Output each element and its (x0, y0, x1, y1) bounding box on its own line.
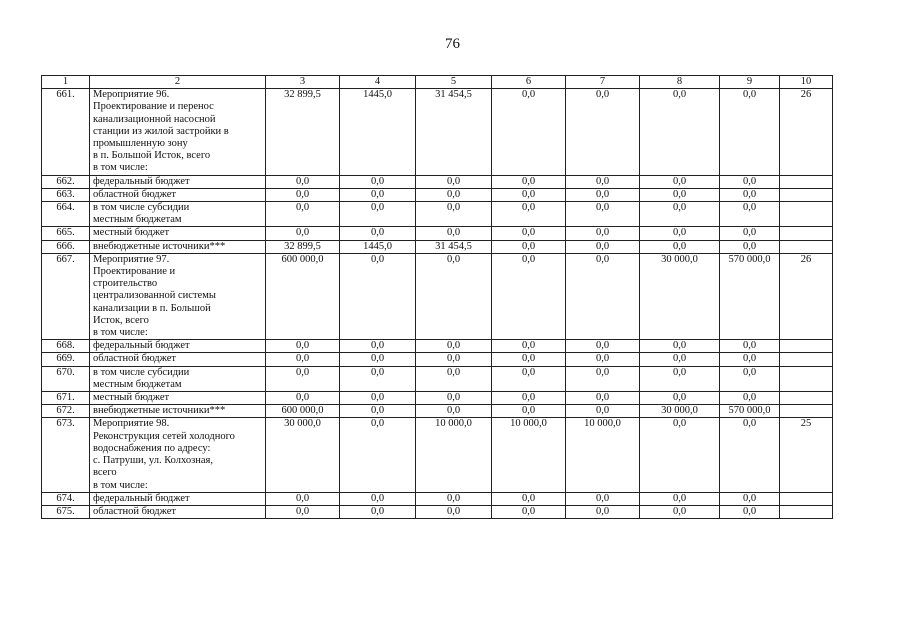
value-cell: 0,0 (720, 227, 780, 240)
value-cell: 600 000,0 (266, 253, 340, 339)
header-cell: 5 (416, 76, 492, 89)
value-cell: 0,0 (340, 227, 416, 240)
row-name-line: местный бюджет (93, 227, 170, 239)
value-cell: 0,0 (720, 492, 780, 505)
value-cell: 0,0 (416, 253, 492, 339)
value-cell: 0,0 (340, 492, 416, 505)
row-name-line: Исток, всего (93, 314, 149, 326)
row-number: 667. (42, 253, 90, 339)
value-cell: 0,0 (640, 353, 720, 366)
value-cell: 0,0 (492, 227, 566, 240)
target-cell: 25 (780, 418, 833, 492)
value-cell: 0,0 (340, 340, 416, 353)
target-cell (780, 353, 833, 366)
row-name-line: канализации в п. Большой (93, 302, 211, 314)
header-cell: 7 (566, 76, 640, 89)
value-cell: 0,0 (492, 188, 566, 201)
value-cell: 0,0 (340, 353, 416, 366)
row-name-line: Мероприятие 97. (93, 253, 170, 265)
value-cell: 0,0 (720, 505, 780, 518)
value-cell: 10 000,0 (566, 418, 640, 492)
value-cell: 0,0 (340, 418, 416, 492)
row-number: 666. (42, 240, 90, 253)
value-cell: 1445,0 (340, 89, 416, 175)
row-name (90, 89, 266, 175)
row-name-line: федеральный бюджет (93, 175, 190, 187)
value-cell: 600 000,0 (266, 405, 340, 418)
table-row (42, 253, 833, 339)
value-cell: 31 454,5 (416, 240, 492, 253)
value-cell: 0,0 (492, 253, 566, 339)
value-cell: 0,0 (492, 392, 566, 405)
value-cell: 0,0 (340, 405, 416, 418)
table-row (42, 505, 833, 518)
value-cell: 0,0 (720, 202, 780, 227)
value-cell: 0,0 (266, 227, 340, 240)
value-cell: 570 000,0 (720, 405, 780, 418)
value-cell: 0,0 (416, 405, 492, 418)
value-cell: 0,0 (720, 89, 780, 175)
row-name (90, 227, 266, 240)
value-cell: 0,0 (266, 353, 340, 366)
value-cell: 0,0 (416, 353, 492, 366)
row-name-line: внебюджетные источники*** (93, 405, 226, 417)
value-cell: 0,0 (492, 505, 566, 518)
target-cell (780, 492, 833, 505)
row-name-line: областной бюджет (93, 188, 176, 200)
value-cell: 0,0 (340, 392, 416, 405)
row-name-line: Мероприятие 96. (93, 89, 170, 101)
value-cell: 0,0 (266, 392, 340, 405)
value-cell: 0,0 (720, 188, 780, 201)
value-cell: 0,0 (340, 253, 416, 339)
row-number: 663. (42, 188, 90, 201)
row-number: 669. (42, 353, 90, 366)
row-number: 674. (42, 492, 90, 505)
value-cell: 0,0 (720, 353, 780, 366)
row-name (90, 202, 266, 227)
row-name-line: местный бюджет (93, 392, 170, 404)
row-number: 672. (42, 405, 90, 418)
row-name (90, 240, 266, 253)
value-cell: 0,0 (566, 492, 640, 505)
table-row (42, 405, 833, 418)
value-cell: 0,0 (640, 240, 720, 253)
row-number: 671. (42, 392, 90, 405)
value-cell: 0,0 (492, 89, 566, 175)
header-cell: 10 (780, 76, 833, 89)
value-cell: 0,0 (640, 340, 720, 353)
value-cell: 0,0 (566, 405, 640, 418)
target-cell (780, 340, 833, 353)
row-name-line: канализационной насосной (93, 113, 216, 125)
value-cell: 0,0 (492, 405, 566, 418)
value-cell: 0,0 (266, 188, 340, 201)
row-number: 675. (42, 505, 90, 518)
value-cell: 0,0 (640, 418, 720, 492)
row-name-line: внебюджетные источники*** (93, 240, 226, 252)
value-cell: 0,0 (640, 202, 720, 227)
value-cell: 0,0 (492, 353, 566, 366)
row-name-line: всего (93, 467, 117, 479)
row-name-line: станции из жилой застройки в (93, 125, 229, 137)
header-cell: 1 (42, 76, 90, 89)
table-row (42, 392, 833, 405)
row-name-line: местным бюджетам (93, 214, 182, 226)
target-cell (780, 227, 833, 240)
row-name (90, 418, 266, 492)
value-cell: 0,0 (640, 227, 720, 240)
target-cell (780, 366, 833, 391)
value-cell: 0,0 (640, 366, 720, 391)
value-cell: 0,0 (340, 175, 416, 188)
row-name (90, 353, 266, 366)
value-cell: 0,0 (566, 353, 640, 366)
value-cell: 0,0 (416, 366, 492, 391)
value-cell: 0,0 (566, 175, 640, 188)
value-cell: 0,0 (566, 227, 640, 240)
header-cell: 9 (720, 76, 780, 89)
value-cell: 0,0 (492, 492, 566, 505)
target-cell: 26 (780, 253, 833, 339)
value-cell: 0,0 (266, 340, 340, 353)
target-cell (780, 175, 833, 188)
row-name-line: в том числе субсидии (93, 366, 190, 378)
table-row (42, 175, 833, 188)
row-name-line: водоснабжения по адресу: (93, 442, 211, 454)
row-name (90, 253, 266, 339)
row-name-line: централизованной системы (93, 290, 216, 302)
value-cell: 0,0 (416, 505, 492, 518)
table-row (42, 418, 833, 492)
value-cell: 0,0 (566, 366, 640, 391)
value-cell: 0,0 (640, 175, 720, 188)
value-cell: 30 000,0 (640, 253, 720, 339)
value-cell: 32 899,5 (266, 89, 340, 175)
row-name-line: местным бюджетам (93, 378, 182, 390)
value-cell: 0,0 (340, 366, 416, 391)
row-name-line: с. Патруши, ул. Колхозная, (93, 455, 214, 467)
value-cell: 0,0 (340, 505, 416, 518)
row-name-line: Проектирование и (93, 266, 176, 278)
row-name-line: областной бюджет (93, 505, 176, 517)
row-name (90, 392, 266, 405)
value-cell: 30 000,0 (266, 418, 340, 492)
value-cell: 0,0 (566, 89, 640, 175)
value-cell: 0,0 (416, 492, 492, 505)
table-row (42, 366, 833, 391)
row-number: 661. (42, 89, 90, 175)
row-number: 664. (42, 202, 90, 227)
row-number: 668. (42, 340, 90, 353)
value-cell: 0,0 (416, 392, 492, 405)
row-number: 665. (42, 227, 90, 240)
value-cell: 0,0 (492, 175, 566, 188)
row-name-line: в том числе: (93, 162, 148, 174)
page-number: 76 (445, 36, 460, 52)
target-cell (780, 188, 833, 201)
table-row (42, 240, 833, 253)
row-number: 670. (42, 366, 90, 391)
value-cell: 0,0 (416, 175, 492, 188)
table-row (42, 188, 833, 201)
row-name-line: федеральный бюджет (93, 340, 190, 352)
row-name-line: областной бюджет (93, 353, 176, 365)
value-cell: 0,0 (266, 492, 340, 505)
value-cell: 0,0 (566, 253, 640, 339)
target-cell (780, 202, 833, 227)
row-number: 662. (42, 175, 90, 188)
row-name-line: в том числе: (93, 479, 148, 491)
value-cell: 0,0 (566, 392, 640, 405)
value-cell: 0,0 (566, 240, 640, 253)
header-row (42, 76, 833, 89)
value-cell: 0,0 (720, 340, 780, 353)
value-cell: 0,0 (720, 392, 780, 405)
target-cell (780, 240, 833, 253)
value-cell: 570 000,0 (720, 253, 780, 339)
value-cell: 0,0 (566, 202, 640, 227)
value-cell: 0,0 (720, 175, 780, 188)
row-name-line: в п. Большой Исток, всего (93, 150, 211, 162)
row-name (90, 492, 266, 505)
value-cell: 0,0 (266, 202, 340, 227)
header-cell: 6 (492, 76, 566, 89)
value-cell: 0,0 (720, 366, 780, 391)
value-cell: 10 000,0 (416, 418, 492, 492)
value-cell: 0,0 (720, 240, 780, 253)
table-row (42, 89, 833, 175)
value-cell: 0,0 (340, 202, 416, 227)
value-cell: 1445,0 (340, 240, 416, 253)
value-cell: 0,0 (416, 188, 492, 201)
value-cell: 0,0 (266, 366, 340, 391)
value-cell: 32 899,5 (266, 240, 340, 253)
value-cell: 0,0 (416, 202, 492, 227)
header-cell: 4 (340, 76, 416, 89)
header-cell: 2 (90, 76, 266, 89)
budget-table (41, 75, 833, 519)
row-name-line: строительство (93, 278, 158, 290)
row-name-line: Реконструкция сетей холодного (93, 430, 235, 442)
value-cell: 0,0 (266, 175, 340, 188)
table-row (42, 492, 833, 505)
value-cell: 0,0 (720, 418, 780, 492)
value-cell: 0,0 (266, 505, 340, 518)
value-cell: 0,0 (340, 188, 416, 201)
value-cell: 0,0 (640, 505, 720, 518)
value-cell: 0,0 (566, 340, 640, 353)
value-cell: 0,0 (492, 366, 566, 391)
value-cell: 0,0 (566, 188, 640, 201)
target-cell (780, 505, 833, 518)
row-name (90, 175, 266, 188)
row-name-line: промышленную зону (93, 138, 188, 150)
table-row (42, 340, 833, 353)
value-cell: 0,0 (492, 340, 566, 353)
value-cell: 31 454,5 (416, 89, 492, 175)
header-cell: 3 (266, 76, 340, 89)
value-cell: 30 000,0 (640, 405, 720, 418)
value-cell: 0,0 (566, 505, 640, 518)
row-name (90, 366, 266, 391)
table-row (42, 353, 833, 366)
value-cell: 0,0 (492, 202, 566, 227)
row-name (90, 405, 266, 418)
row-name (90, 340, 266, 353)
row-name-line: в том числе: (93, 327, 148, 339)
target-cell (780, 392, 833, 405)
header-cell: 8 (640, 76, 720, 89)
value-cell: 0,0 (416, 340, 492, 353)
value-cell: 0,0 (492, 240, 566, 253)
value-cell: 10 000,0 (492, 418, 566, 492)
row-name (90, 505, 266, 518)
row-name (90, 188, 266, 201)
row-name-line: Проектирование и перенос (93, 101, 214, 113)
row-name-line: федеральный бюджет (93, 492, 190, 504)
table-row (42, 202, 833, 227)
value-cell: 0,0 (640, 492, 720, 505)
table-body (42, 76, 833, 519)
target-cell (780, 405, 833, 418)
row-name-line: Мероприятие 98. (93, 418, 170, 430)
value-cell: 0,0 (640, 89, 720, 175)
value-cell: 0,0 (416, 227, 492, 240)
row-name-line: в том числе субсидии (93, 202, 190, 214)
row-number: 673. (42, 418, 90, 492)
value-cell: 0,0 (640, 188, 720, 201)
value-cell: 0,0 (640, 392, 720, 405)
target-cell: 26 (780, 89, 833, 175)
table-row (42, 227, 833, 240)
